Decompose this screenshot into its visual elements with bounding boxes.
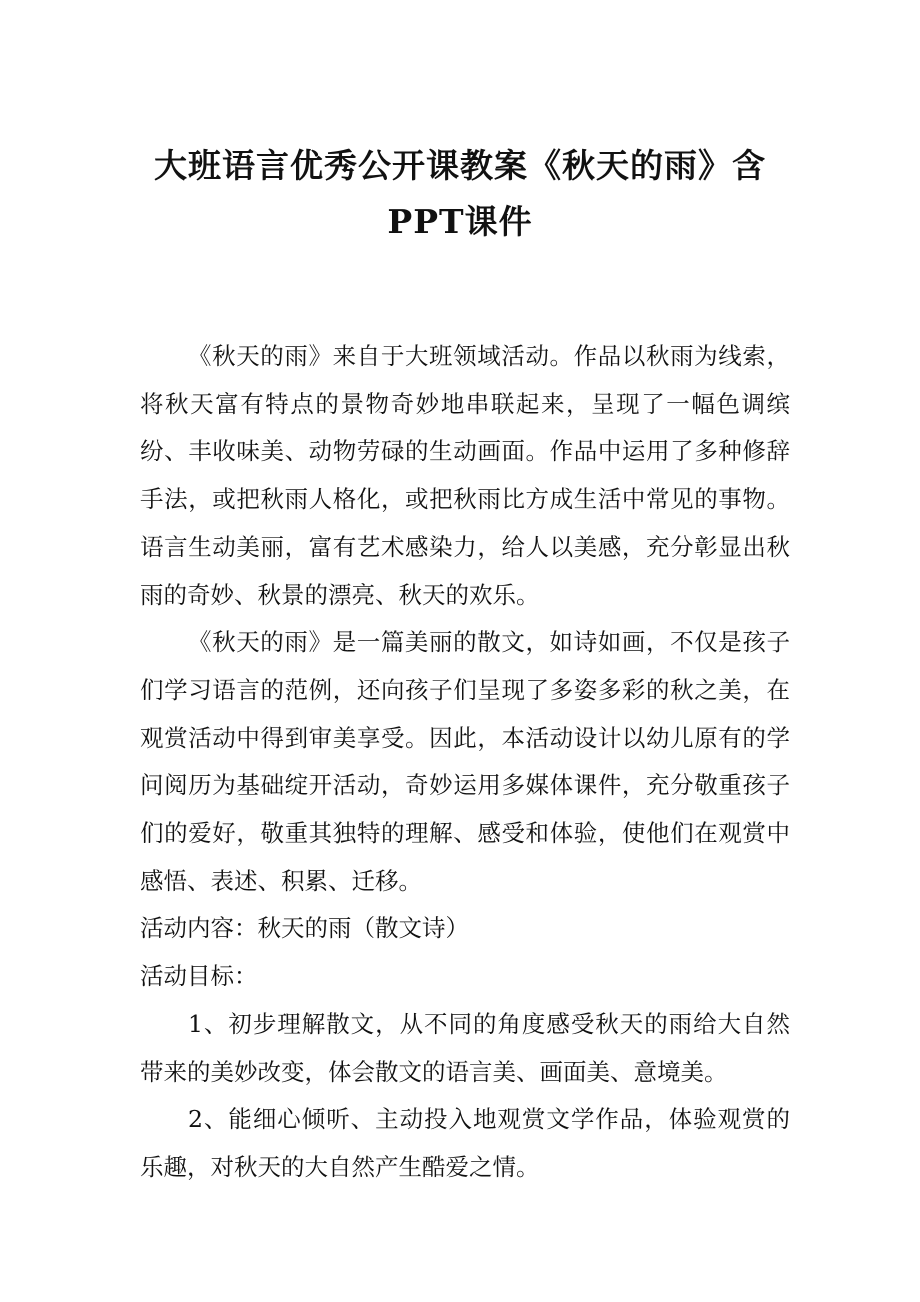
activity-goals-heading: 活动目标：	[140, 962, 258, 991]
intro-paragraph-1: 《秋天的雨》来自于大班领域活动。作品以秋雨为线索，将秋天富有特点的景物奇妙地串联起来，呈现了一幅色调缤纷、丰收味美、动物劳碌的生动画面。作品中运用了多种修辞手法，或把秋雨人格化，或把秋雨比方成生活中常见的事物。语言生动美丽，富有艺术感染力，给人以美感，充分彰显出秋雨的奇妙、秋景的漂亮、秋天的欢乐。	[140, 342, 790, 609]
goal-item-1: 1、初步理解散文，从不同的角度感受秋天的雨给大自然带来的美妙改变，体会散文的语言美、画面美、意境美。	[140, 1009, 790, 1086]
intro-paragraph-2: 《秋天的雨》是一篇美丽的散文，如诗如画，不仅是孩子们学习语言的范例，还向孩子们呈现了多姿多彩的秋之美，在观赏活动中得到审美享受。因此，本活动设计以幼儿原有的学问阅历为基础绽开活动，奇妙运用多媒体课件，充分敬重孩子们的爱好，敬重其独特的理解、感受和体验，使他们在观赏中感悟、表述、积累、迁移。	[140, 628, 790, 895]
activity-content-line: 活动内容：秋天的雨（散文诗）	[140, 914, 469, 943]
document-title: 大班语言优秀公开课教案《秋天的雨》含PPT课件	[154, 146, 766, 241]
goal-item-2: 2、能细心倾听、主动投入地观赏文学作品，体验观赏的乐趣，对秋天的大自然产生酷爱之情。	[140, 1105, 790, 1181]
document-body	[140, 333, 790, 1192]
